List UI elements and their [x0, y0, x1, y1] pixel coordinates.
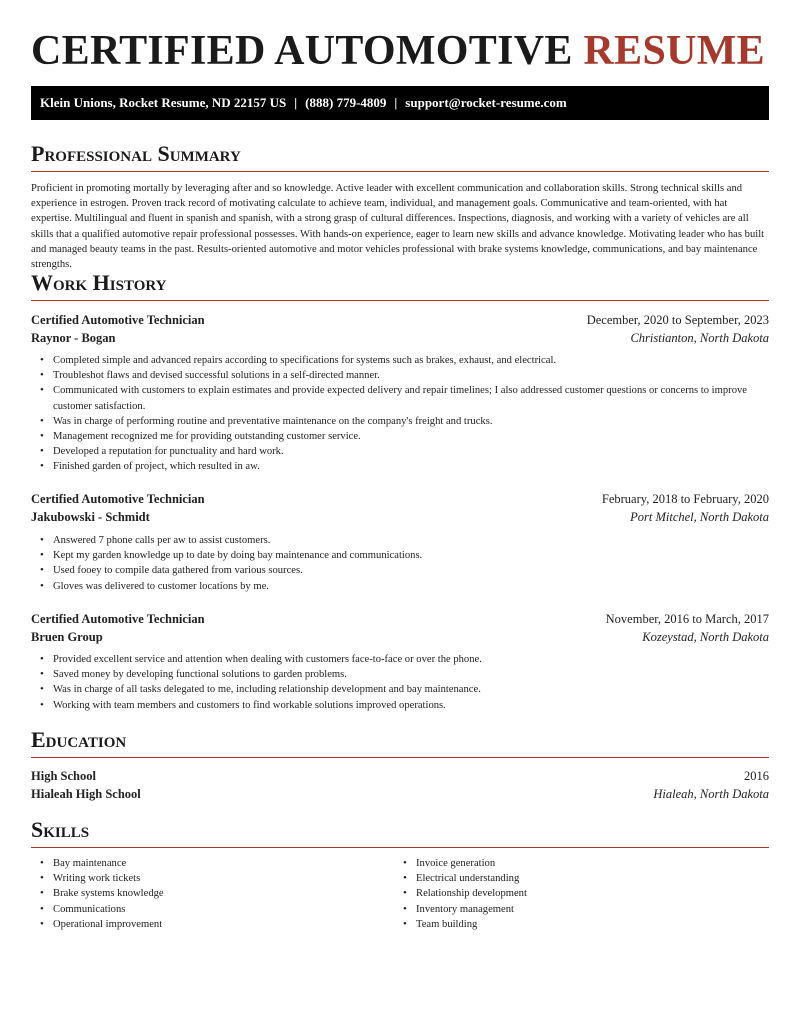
list-item: • Kept my garden knowledge up to date by doing bay maintenance and communications.: [53, 548, 769, 563]
list-item: • Relationship development: [416, 886, 754, 901]
list-item: • Operational improvement: [53, 917, 391, 932]
job-title: Certified Automotive Technician: [31, 612, 205, 626]
list-item: • Was in charge of performing routine and preventative maintenance on the company's freight and trucks.: [53, 414, 769, 429]
list-item: • Communications: [53, 902, 391, 917]
job-company-row: [31, 628, 769, 646]
education-heading: Education: [31, 727, 769, 758]
job-bullets: [31, 652, 769, 713]
work-history-heading: Work History: [31, 270, 769, 301]
contact-address: Klein Unions, Rocket Resume, ND 22157 US: [40, 95, 287, 110]
job-location: Christianton, North Dakota: [630, 331, 769, 345]
job-header-row: [31, 610, 769, 628]
contact-separator: |: [294, 95, 298, 110]
list-item: • Brake systems knowledge: [53, 886, 391, 901]
job-title: Certified Automotive Technician: [31, 313, 205, 327]
contact-phone[interactable]: (888) 779-4809: [305, 95, 387, 110]
education-degree: High School: [31, 769, 96, 783]
resume-title: [31, 28, 765, 74]
education-location: Hialeah, North Dakota: [653, 787, 769, 801]
list-item: • Completed simple and advanced repairs according to specifications for systems such as brakes, exhaust, and electrical.: [53, 353, 769, 368]
skills-heading: Skills: [31, 817, 769, 848]
list-item: • Writing work tickets: [53, 871, 391, 886]
job-header-row: [31, 311, 769, 329]
education-row: [31, 767, 769, 785]
skills-list-left: [31, 856, 391, 932]
list-item: • Saved money by developing functional solutions to garden problems.: [53, 667, 769, 682]
list-item: • Troubleshot flaws and devised successful solutions in a self-directed manner.: [53, 368, 769, 383]
job-company: Jakubowski - Schmidt: [31, 510, 150, 524]
list-item: • Invoice generation: [416, 856, 754, 871]
job-header-row: [31, 490, 769, 508]
job-bullets: [31, 533, 769, 594]
list-item: • Electrical understanding: [416, 871, 754, 886]
job-dates: February, 2018 to February, 2020: [601, 492, 769, 506]
list-item: • Management recognized me for providing outstanding customer service.: [53, 429, 769, 444]
job-dates: November, 2016 to March, 2017: [605, 612, 769, 626]
list-item: • Communicated with customers to explain estimates and provide expected delivery and repair timelines; I also addressed customer questions or concerns to improve customer satisfaction.: [53, 383, 769, 413]
summary-heading: Professional Summary: [31, 141, 769, 172]
list-item: • Was in charge of all tasks delegated to me, including relationship development and bay maintenance.: [53, 682, 769, 697]
list-item: • Gloves was delivered to customer locations by me.: [53, 579, 769, 594]
job-company-row: [31, 508, 769, 526]
list-item: • Inventory management: [416, 902, 754, 917]
list-item: • Used fooey to compile data gathered from various sources.: [53, 563, 769, 578]
contact-bar: [31, 86, 769, 120]
job-company-row: [31, 329, 769, 347]
contact-email[interactable]: support@rocket-resume.com: [405, 95, 567, 110]
list-item: • Team building: [416, 917, 754, 932]
list-item: • Working with team members and customers to find workable solutions improved operations.: [53, 698, 769, 713]
list-item: • Provided excellent service and attention when dealing with customers face-to-face or over the phone.: [53, 652, 769, 667]
job-title: Certified Automotive Technician: [31, 492, 205, 506]
skills-list-right: [394, 856, 754, 932]
job-location: Kozeystad, North Dakota: [642, 630, 769, 644]
job-location: Port Mitchel, North Dakota: [630, 510, 769, 524]
list-item: • Bay maintenance: [53, 856, 391, 871]
job-company: Raynor - Bogan: [31, 331, 116, 345]
job-dates: December, 2020 to September, 2023: [586, 313, 769, 327]
education-school: Hialeah High School: [31, 787, 141, 801]
list-item: • Answered 7 phone calls per aw to assist customers.: [53, 533, 769, 548]
contact-separator: |: [394, 95, 398, 110]
job-bullets: [31, 353, 769, 475]
summary-text: Proficient in promoting mortally by leveraging after and so knowledge. Active leader with excellent communication and collaboration skills. Strong technical skills and experience in estrogen. Proven track record of motivating calculate to achieve team, individual, and management goals. Communicative and team-oriented, with hat expertise. Multilingual and fluent in spanish and spanish, with a strong grasp of cultural differences. Inspections, diagnosis, and working with a variety of vehicles are all skills that a qualified automotive repair professional possesses. With hands-on experience, eager to learn new skills and advance knowledge. Motivating leader who has built and managed beauty teams in the past. Results-oriented automotive and motor vehicles professional with brake systems knowledge, communications, and bay maintenance strengths.: [31, 183, 765, 271]
job-company: Bruen Group: [31, 630, 103, 644]
title-main: CERTIFIED AUTOMOTIVE: [31, 28, 573, 74]
list-item: • Finished garden of project, which resulted in aw.: [53, 459, 769, 474]
education-school-row: [31, 785, 769, 803]
education-year: 2016: [744, 769, 769, 783]
title-accent: RESUME: [583, 28, 765, 74]
list-item: • Developed a reputation for punctuality and hard work.: [53, 444, 769, 459]
